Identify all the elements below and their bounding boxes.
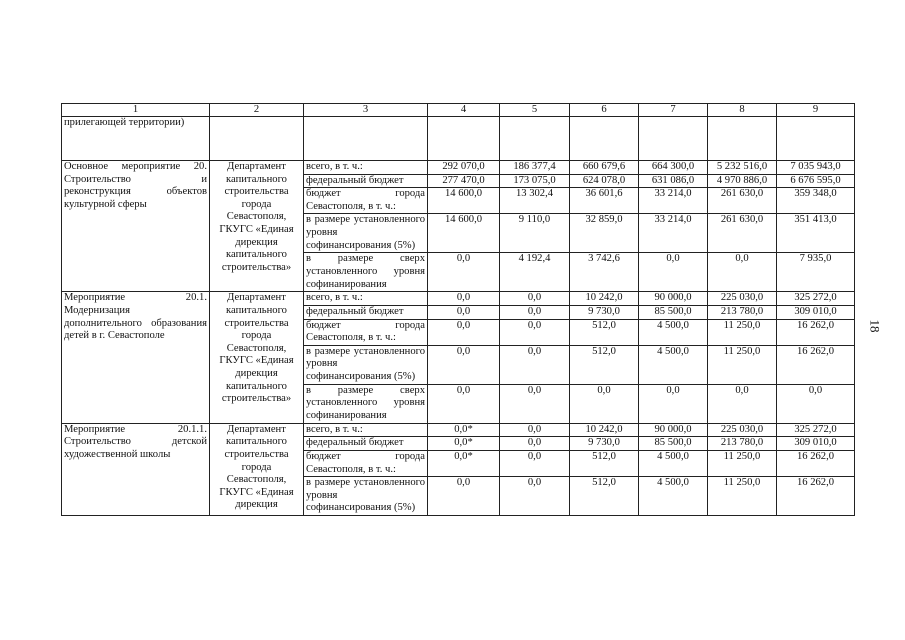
- amount-cell: 225 030,0: [708, 292, 777, 306]
- amount-cell: 0,0: [428, 319, 500, 345]
- funding-source: в размере сверх установленного уровня софинанирования: [304, 253, 428, 292]
- page-number: 18: [867, 319, 883, 333]
- continuation-row: [62, 117, 855, 161]
- amount-cell: 16 262,0: [777, 477, 855, 516]
- amount-cell: 85 500,0: [639, 305, 708, 319]
- amount-cell: 0,0: [500, 292, 570, 306]
- funding-source: в размере сверх установленного уровня софинанирования: [304, 384, 428, 423]
- amount-cell: 0,0: [428, 305, 500, 319]
- amount-cell: 186 377,4: [500, 161, 570, 175]
- amount-cell: 13 302,4: [500, 188, 570, 214]
- header-cell: 5: [500, 104, 570, 117]
- amount-cell: 0,0: [708, 384, 777, 423]
- amount-cell: 90 000,0: [639, 292, 708, 306]
- amount-cell: 292 070,0: [428, 161, 500, 175]
- header-cell: 6: [570, 104, 639, 117]
- amount-cell: 11 250,0: [708, 477, 777, 516]
- executor-name: Департамент капитального строительства города Севастополя, ГКУГС «Единая дирекция капитального строительства»: [210, 161, 304, 292]
- amount-cell: 16 262,0: [777, 345, 855, 384]
- header-cell: 4: [428, 104, 500, 117]
- amount-cell: 0,0: [428, 253, 500, 292]
- amount-cell: 0,0*: [428, 437, 500, 451]
- amount-cell: 9 730,0: [570, 437, 639, 451]
- amount-cell: 14 600,0: [428, 188, 500, 214]
- header-cell: 3: [304, 104, 428, 117]
- amount-cell: 213 780,0: [708, 437, 777, 451]
- funding-source: всего, в т. ч.:: [304, 292, 428, 306]
- amount-cell: 9 110,0: [500, 214, 570, 253]
- amount-cell: 16 262,0: [777, 450, 855, 476]
- funding-source: в размере установленного уровня софинансирования (5%): [304, 214, 428, 253]
- amount-cell: 325 272,0: [777, 292, 855, 306]
- amount-cell: 631 086,0: [639, 174, 708, 188]
- amount-cell: 11 250,0: [708, 319, 777, 345]
- amount-cell: 261 630,0: [708, 188, 777, 214]
- table-row: [62, 423, 855, 437]
- amount-cell: 225 030,0: [708, 423, 777, 437]
- amount-cell: 85 500,0: [639, 437, 708, 451]
- amount-cell: 325 272,0: [777, 423, 855, 437]
- amount-cell: 277 470,0: [428, 174, 500, 188]
- table-row: [62, 292, 855, 306]
- amount-cell: 14 600,0: [428, 214, 500, 253]
- amount-cell: 5 232 516,0: [708, 161, 777, 175]
- funding-source: бюджет города Севастополя, в т. ч.:: [304, 450, 428, 476]
- amount-cell: 33 214,0: [639, 214, 708, 253]
- amount-cell: 4 500,0: [639, 477, 708, 516]
- funding-source: в размере установленного уровня софинансирования (5%): [304, 345, 428, 384]
- amount-cell: 351 413,0: [777, 214, 855, 253]
- amount-cell: 173 075,0: [500, 174, 570, 188]
- amount-cell: 359 348,0: [777, 188, 855, 214]
- amount-cell: 624 078,0: [570, 174, 639, 188]
- table-row: [62, 161, 855, 175]
- amount-cell: 512,0: [570, 450, 639, 476]
- amount-cell: 0,0: [777, 384, 855, 423]
- amount-cell: 11 250,0: [708, 345, 777, 384]
- funding-source: бюджет города Севастополя, в т. ч.:: [304, 319, 428, 345]
- amount-cell: 3 742,6: [570, 253, 639, 292]
- amount-cell: 0,0: [570, 384, 639, 423]
- amount-cell: 90 000,0: [639, 423, 708, 437]
- funding-source: в размере установленного уровня софинансирования (5%): [304, 477, 428, 516]
- amount-cell: 0,0: [500, 423, 570, 437]
- amount-cell: 0,0: [500, 305, 570, 319]
- amount-cell: 512,0: [570, 319, 639, 345]
- amount-cell: 0,0: [708, 253, 777, 292]
- amount-cell: 7 035 943,0: [777, 161, 855, 175]
- amount-cell: 0,0: [500, 319, 570, 345]
- measure-name: Мероприятие 20.1. Модернизация дополнительного образования детей в г. Севастополе: [62, 292, 210, 423]
- amount-cell: 0,0: [500, 450, 570, 476]
- funding-source: федеральный бюджет: [304, 437, 428, 451]
- amount-cell: 0,0*: [428, 450, 500, 476]
- amount-cell: 261 630,0: [708, 214, 777, 253]
- funding-source: федеральный бюджет: [304, 305, 428, 319]
- amount-cell: 9 730,0: [570, 305, 639, 319]
- amount-cell: 10 242,0: [570, 292, 639, 306]
- amount-cell: 4 500,0: [639, 319, 708, 345]
- amount-cell: 4 192,4: [500, 253, 570, 292]
- amount-cell: 0,0: [500, 384, 570, 423]
- amount-cell: 512,0: [570, 477, 639, 516]
- measure-name: Основное мероприятие 20. Строительство и реконструкция объектов культурной сферы: [62, 161, 210, 292]
- measure-name: Мероприятие 20.1.1. Строительство детской художественной школы: [62, 423, 210, 515]
- amount-cell: 16 262,0: [777, 319, 855, 345]
- amount-cell: 4 500,0: [639, 345, 708, 384]
- amount-cell: 664 300,0: [639, 161, 708, 175]
- executor-name: Департамент капитального строительства города Севастополя, ГКУГС «Единая дирекция капитального строительства»: [210, 292, 304, 423]
- amount-cell: 660 679,6: [570, 161, 639, 175]
- amount-cell: 0,0: [639, 384, 708, 423]
- amount-cell: 7 935,0: [777, 253, 855, 292]
- amount-cell: 0,0: [428, 384, 500, 423]
- amount-cell: 0,0: [500, 437, 570, 451]
- header-cell: 7: [639, 104, 708, 117]
- amount-cell: 33 214,0: [639, 188, 708, 214]
- amount-cell: 0,0: [500, 345, 570, 384]
- amount-cell: 309 010,0: [777, 437, 855, 451]
- amount-cell: 6 676 595,0: [777, 174, 855, 188]
- amount-cell: 309 010,0: [777, 305, 855, 319]
- amount-cell: 11 250,0: [708, 450, 777, 476]
- funding-source: бюджет города Севастополя, в т. ч.:: [304, 188, 428, 214]
- amount-cell: 0,0: [639, 253, 708, 292]
- amount-cell: 0,0: [500, 477, 570, 516]
- amount-cell: 0,0*: [428, 423, 500, 437]
- amount-cell: 10 242,0: [570, 423, 639, 437]
- amount-cell: 512,0: [570, 345, 639, 384]
- header-cell: 1: [62, 104, 210, 117]
- amount-cell: 32 859,0: [570, 214, 639, 253]
- header-cell: 8: [708, 104, 777, 117]
- funding-source: федеральный бюджет: [304, 174, 428, 188]
- amount-cell: 213 780,0: [708, 305, 777, 319]
- amount-cell: 4 970 886,0: [708, 174, 777, 188]
- amount-cell: 0,0: [428, 477, 500, 516]
- executor-name: Департамент капитального строительства города Севастополя, ГКУГС «Единая дирекция: [210, 423, 304, 515]
- header-cell: 2: [210, 104, 304, 117]
- amount-cell: 0,0: [428, 345, 500, 384]
- header-cell: 9: [777, 104, 855, 117]
- budget-table: [61, 103, 855, 516]
- continuation-text: прилегающей территории): [62, 117, 210, 161]
- amount-cell: 36 601,6: [570, 188, 639, 214]
- funding-source: всего, в т. ч.:: [304, 423, 428, 437]
- funding-source: всего, в т. ч.:: [304, 161, 428, 175]
- amount-cell: 0,0: [428, 292, 500, 306]
- amount-cell: 4 500,0: [639, 450, 708, 476]
- header-row: [62, 104, 855, 117]
